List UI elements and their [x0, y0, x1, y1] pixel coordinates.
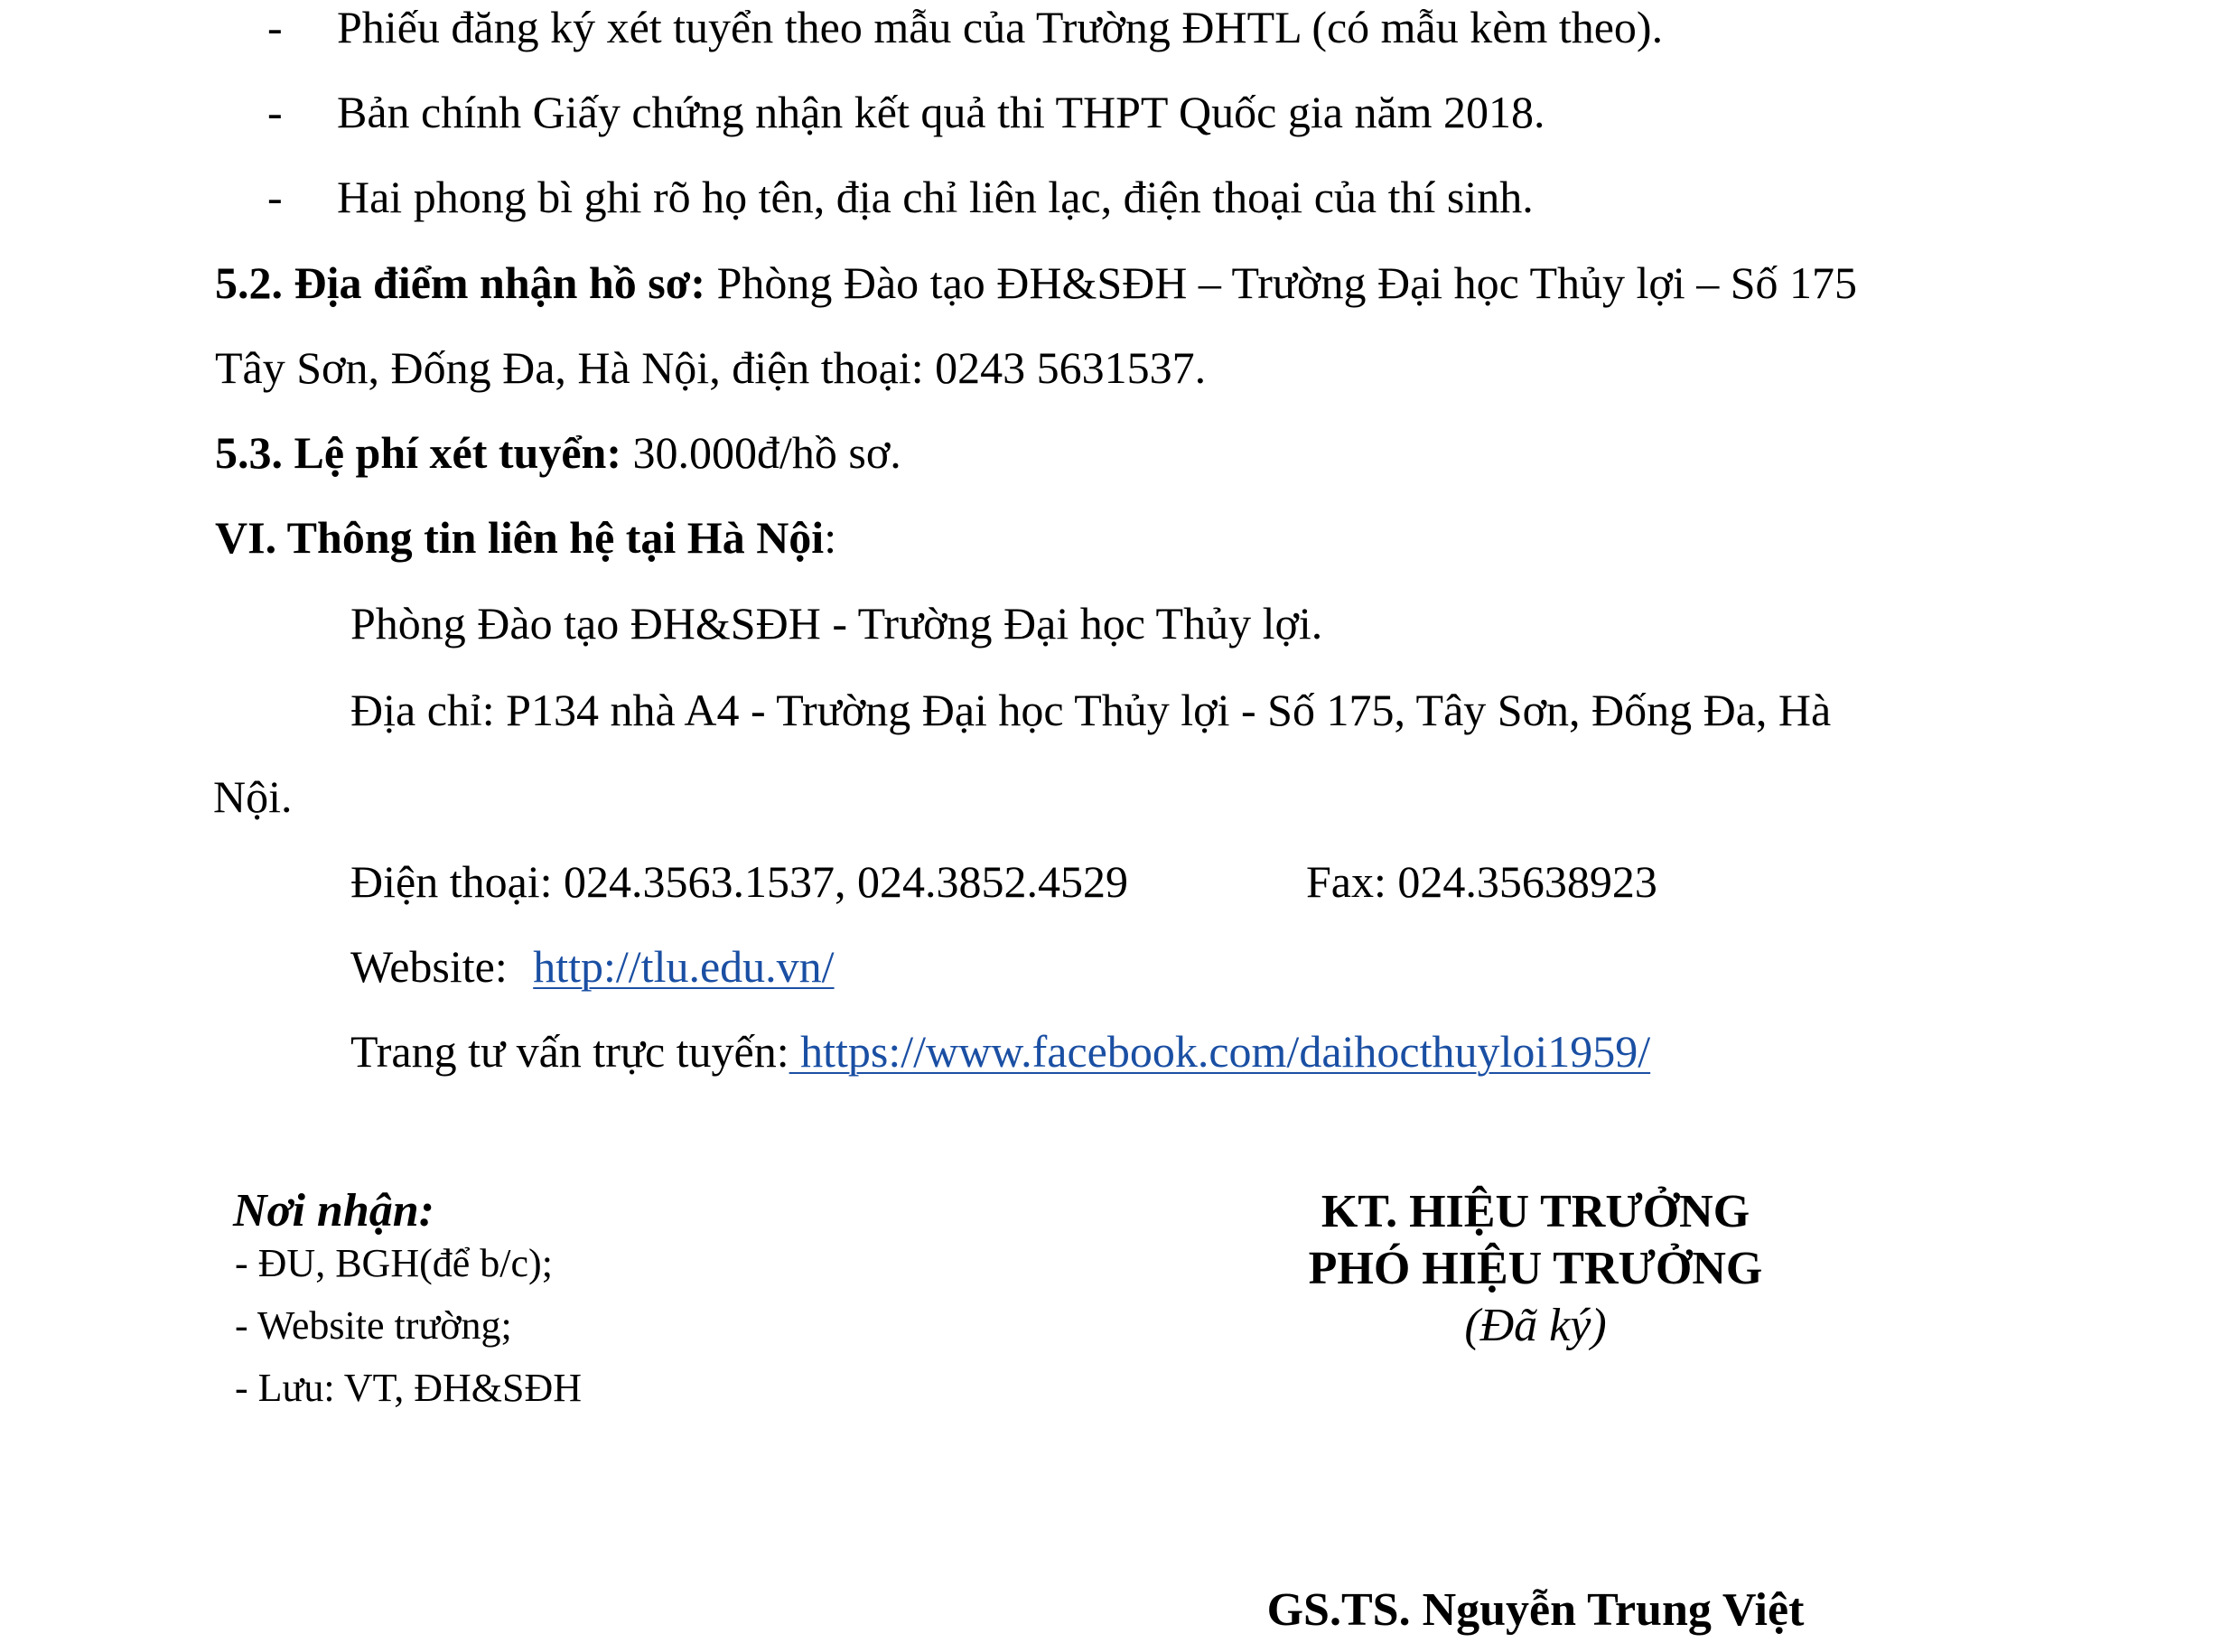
section-5-2-line1: [215, 256, 1857, 310]
requirement-item: Phiếu đăng ký xét tuyển theo mẫu của Trường ĐHTL (có mẫu kèm theo).: [337, 2, 1664, 52]
contact-website-line: [350, 939, 835, 994]
bullet-dash: -: [267, 87, 283, 137]
signature-title-line1: KT. HIỆU TRƯỞNG: [1321, 1186, 1750, 1237]
signatory-name: GS.TS. Nguyễn Trung Việt: [1266, 1584, 1805, 1636]
section-5-3-text: 30.000đ/hồ sơ.: [621, 427, 901, 478]
requirement-item: Bản chính Giấy chứng nhận kết quả thi THPT Quốc gia năm 2018.: [337, 87, 1545, 137]
contact-fax: Fax: 024.35638923: [1306, 856, 1657, 907]
bullet-dash: -: [267, 172, 283, 222]
section-6-heading-line: [215, 510, 836, 565]
signature-signed-note: (Đã ký): [1464, 1300, 1607, 1351]
requirement-item: Hai phong bì ghi rõ họ tên, địa chỉ liên lạc, điện thoại của thí sinh.: [337, 172, 1534, 222]
section-5-2-text: Phòng Đào tạo ĐH&SĐH – Trường Đại học Thủy lợi – Số 175: [705, 257, 1858, 308]
signature-title-line2: PHÓ HIỆU TRƯỞNG: [1308, 1243, 1763, 1294]
section-5-3-heading: 5.3. Lệ phí xét tuyển:: [215, 427, 621, 478]
contact-consult-line: [350, 1024, 1650, 1078]
section-5-2-line2: Tây Sơn, Đống Đa, Hà Nội, điện thoại: 0243 5631537.: [215, 342, 1207, 393]
website-label: Website:: [350, 941, 508, 992]
facebook-link[interactable]: https://www.facebook.com/daihocthuyloi1959/: [789, 1026, 1651, 1077]
contact-office: Phòng Đào tạo ĐH&SĐH - Trường Đại học Thủy lợi.: [350, 598, 1323, 649]
bullet-dash: -: [267, 2, 283, 52]
recipient-item: - ĐU, BGH(để b/c);: [235, 1241, 553, 1285]
section-5-2-heading: 5.2. Địa điểm nhận hồ sơ:: [215, 257, 706, 308]
recipient-item: - Website trường;: [235, 1303, 512, 1348]
section-6-heading: VI. Thông tin liên hệ tại Hà Nội: [215, 512, 825, 563]
consult-label: Trang tư vấn trực tuyến:: [350, 1026, 789, 1077]
contact-address-line1: Địa chỉ: P134 nhà A4 - Trường Đại học Thủy lợi - Số 175, Tây Sơn, Đống Đa, Hà: [350, 685, 1832, 735]
recipient-item: - Lưu: VT, ĐH&SĐH: [235, 1366, 582, 1410]
section-6-heading-colon: :: [824, 512, 837, 563]
website-link[interactable]: http://tlu.edu.vn/: [533, 941, 835, 992]
recipients-title: Nơi nhận:: [233, 1185, 434, 1237]
section-5-3: [215, 425, 901, 480]
contact-address-line2: Nội.: [213, 771, 293, 822]
contact-phone: Điện thoại: 024.3563.1537, 024.3852.4529: [350, 856, 1129, 907]
